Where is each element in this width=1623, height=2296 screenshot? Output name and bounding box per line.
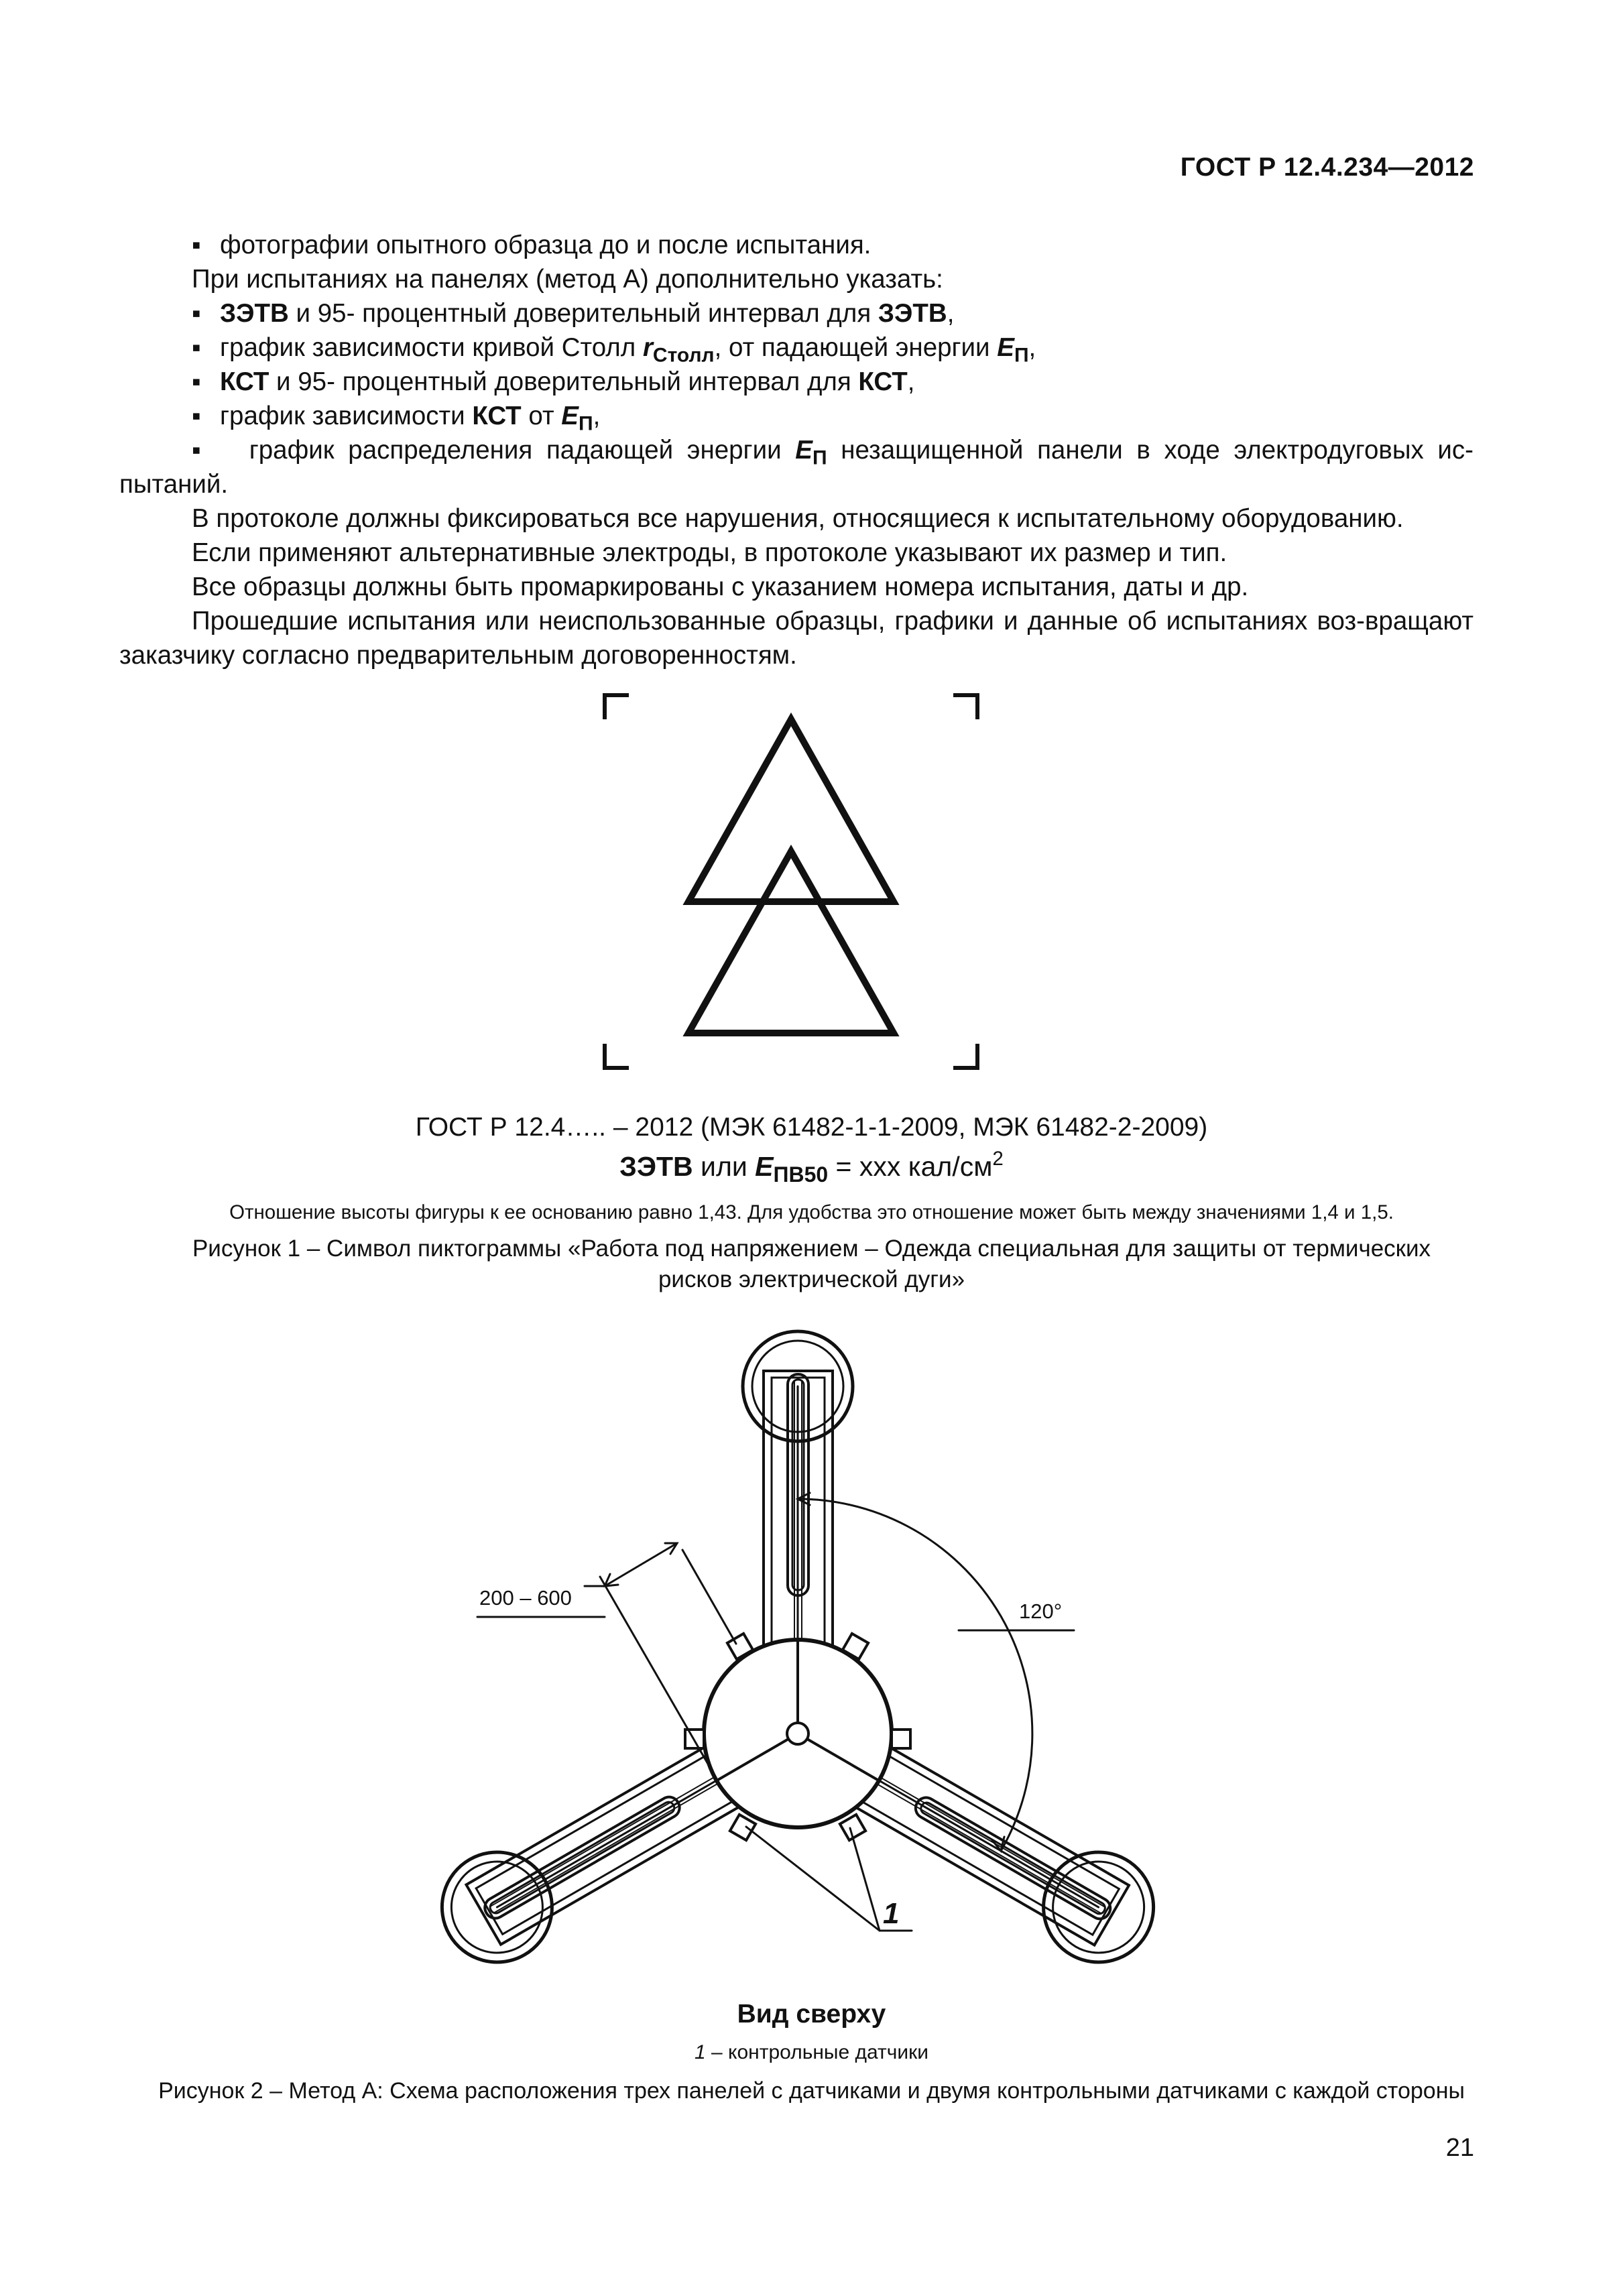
paragraph-return-samples: Прошедшие испытания или неиспользованные образцы, графики и данные об испытаниях воз-вращают заказчику согласно предварительным договоренностям. xyxy=(119,607,1474,670)
bullet-item-stoll-curve: ▪ график зависимости кривой Столл $r_{Столл}$, от падающей энергии $E_П$, xyxy=(192,333,1036,367)
dimension-label: 200 – 600 xyxy=(479,1586,572,1610)
bullet-item-kst: ▪ КСТ и 95- процентный доверительный интервал для КСТ, xyxy=(192,367,915,396)
bullet-item-zetv: ▪ ЗЭТВ и 95- процентный доверительный интервал для ЗЭТВ, xyxy=(192,299,955,328)
figure1-rating-line: ЗЭТВ или $E_{ПВ50}$ = xxx кал/$см^2$ xyxy=(619,1147,1004,1187)
angle-label: 120° xyxy=(1019,1599,1063,1623)
bullet-item-photos: ▪ фотографии опытного образца до и после испытания. xyxy=(192,231,871,259)
paragraph-sample-marking: Все образцы должны быть промаркированы с указанием номера испытания, даты и др. xyxy=(192,572,1249,601)
figure2-view-title: Вид сверху xyxy=(737,2000,886,2029)
figure1-caption: Рисунок 1 – Символ пиктограммы «Работа под напряжением – Одежда специальная для защиты от термических рисков электрической дуги» xyxy=(192,1235,1431,1292)
paragraph-alt-electrodes: Если применяют альтернативные электроды, в протоколе указывают их размер и тип. xyxy=(192,538,1227,567)
bullet-item-kst-graph: ▪ график зависимости КСТ от $E_П$, xyxy=(192,402,601,435)
paragraph-protocol-violations: В протоколе должны фиксироваться все нарушения, относящиеся к испытательному оборудованию. xyxy=(192,504,1404,533)
document-header: ГОСТ Р 12.4.234—2012 xyxy=(1180,153,1474,182)
figure1-standard-line: ГОСТ Р 12.4….. – 2012 (МЭК 61482-1-1-2009, МЭК 61482-2-2009) xyxy=(415,1113,1208,1142)
figure2-caption: Рисунок 2 – Метод А: Схема расположения трех панелей с датчиками и двумя контрольными датчиками с каждой стороны xyxy=(158,2078,1465,2104)
callout-number: 1 xyxy=(883,1897,900,1930)
bullet-item-energy-distribution: ▪ график распределения падающей энергии $E_П$ незащищенной панели в ходе электродуговых ис-пытаний. xyxy=(119,436,1474,499)
figure2-legend: 1 – контрольные датчики xyxy=(694,2041,929,2063)
figure1-ratio-note: Отношение высоты фигуры к ее основанию равно 1,43. Для удобства это отношение может быть между значениями 1,4 и 1,5. xyxy=(229,1201,1394,1223)
paragraph-method-a: При испытаниях на панелях (метод А) дополнительно указать: xyxy=(192,265,943,294)
page-number: 21 xyxy=(1445,2134,1474,2162)
